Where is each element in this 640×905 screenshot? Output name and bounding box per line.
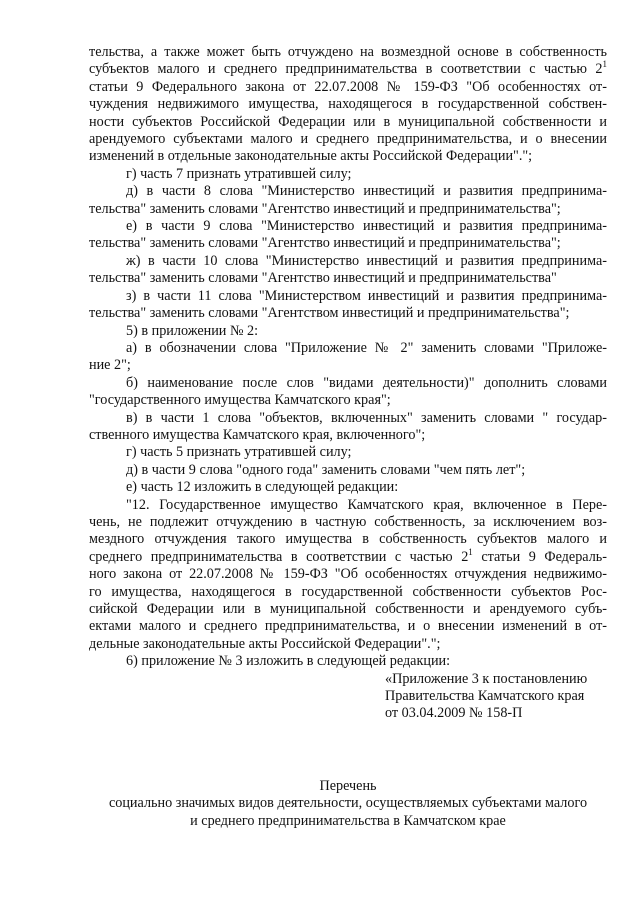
heading-subtitle: и среднего предпринимательства в Камчатском крае <box>190 812 506 829</box>
text-line: б) наименование после слов "видами деятельности)" дополнить словами <box>126 374 607 391</box>
text-line: з) в части 11 слова "Министерством инвестиций и развития предпринима- <box>126 287 607 304</box>
text-line: д) в части 9 слова "одного года" заменить словами "чем пять лет"; <box>126 461 526 478</box>
text-line: а) в обозначении слова "Приложение № 2" заменить словами "Приложе- <box>126 339 607 356</box>
text-line: дельные законодательные акты Российской Федерации"."; <box>89 635 441 652</box>
text-line: чуждения недвижимого имущества, находящегося в государственной собствен- <box>89 96 607 113</box>
text-line: г) часть 7 признать утратившей силу; <box>126 165 352 182</box>
text-line: изменений в отдельные законодательные акты Российской Федерации"."; <box>89 148 533 165</box>
list-heading <box>89 778 607 830</box>
text-line: среднего предпринимательства в соответствии с частью $2^1$ статьи 9 Федераль- <box>89 546 607 565</box>
text-line: тельства" заменить словами "Агентством инвестиций и предпринимательства"; <box>89 305 570 322</box>
text-line: "12. Государственное имущество Камчатского края, включенное в Пере- <box>126 496 607 513</box>
text-line: д) в части 8 слова "Министерство инвестиций и развития предпринима- <box>126 183 607 200</box>
text-line: ж) в части 10 слова "Министерство инвестиций и развития предпринима- <box>126 252 607 269</box>
heading-subtitle: социально значимых видов деятельности, осуществляемых субъектами малого <box>108 795 588 812</box>
appendix-reference-block <box>89 671 607 723</box>
text-line: е) часть 12 изложить в следующей редакции: <box>126 479 399 496</box>
text-line: "государственного имущества Камчатского края"; <box>89 392 391 409</box>
text-line: г) часть 5 признать утратившей силу; <box>126 444 352 461</box>
text-line: субъектов малого и среднего предпринимательства в соответствии с частью $2^1$ <box>89 59 607 78</box>
text-line: тельства" заменить словами "Агентство инвестиций и предпринимательства"; <box>89 235 561 252</box>
heading-title: Перечень <box>319 777 377 794</box>
text-line: е) в части 9 слова "Министерство инвестиций и развития предпринима- <box>126 218 607 235</box>
appendix-line: Правительства Камчатского края <box>385 688 585 705</box>
text-line: арендуемого субъектами малого и среднего предпринимательства, и о внесении <box>89 131 607 148</box>
text-line: го имущества, находящегося в государственной собственности субъектов Рос- <box>89 583 607 600</box>
text-line: ственного имущества Камчатского края, включенного"; <box>89 426 426 443</box>
appendix-line: от 03.04.2009 № 158-П <box>385 705 523 722</box>
text-line: тельства" заменить словами "Агентство инвестиций и предпринимательства"; <box>89 200 561 217</box>
spacer <box>89 723 607 778</box>
text-line: 5) в приложении № 2: <box>126 322 259 339</box>
text-line: тельства, а также может быть отчуждено на возмездной основе в собственность <box>89 44 607 60</box>
text-line: сийской Федерации или в муниципальной собственности и арендуемого субъ- <box>89 601 607 617</box>
text-line: в) в части 1 слова "объектов, включенных" заменить словами " государ- <box>126 409 607 426</box>
appendix-line: «Приложение 3 к постановлению <box>385 670 588 687</box>
text-line: чень, не подлежит отчуждению в частную собственность, за исключением воз- <box>89 513 607 530</box>
text-line: мездного отчуждения такого имущества в собственность субъектов малого и <box>89 531 607 548</box>
text-line: тельства" заменить словами "Агентство инвестиций и предпринимательства" <box>89 270 557 287</box>
text-line: ного закона от 22.07.2008 № 159-ФЗ "Об особенностях отчуждения недвижимо- <box>89 566 607 583</box>
body-text <box>89 44 607 671</box>
text-line: ние 2"; <box>89 357 131 374</box>
document-page <box>89 44 607 830</box>
text-line: ности субъектов Российской Федерации или в муниципальной собственности и <box>89 113 607 130</box>
superscript: 1 <box>602 59 607 70</box>
text-line: ектами малого и среднего предпринимательства, и о внесении изменений в от- <box>89 618 607 635</box>
superscript: 1 <box>468 546 473 557</box>
text-line: 6) приложение № 3 изложить в следующей редакции: <box>126 653 451 670</box>
text-line: статьи 9 Федерального закона от 22.07.2008 № 159-ФЗ "Об особенностях от- <box>89 78 607 95</box>
